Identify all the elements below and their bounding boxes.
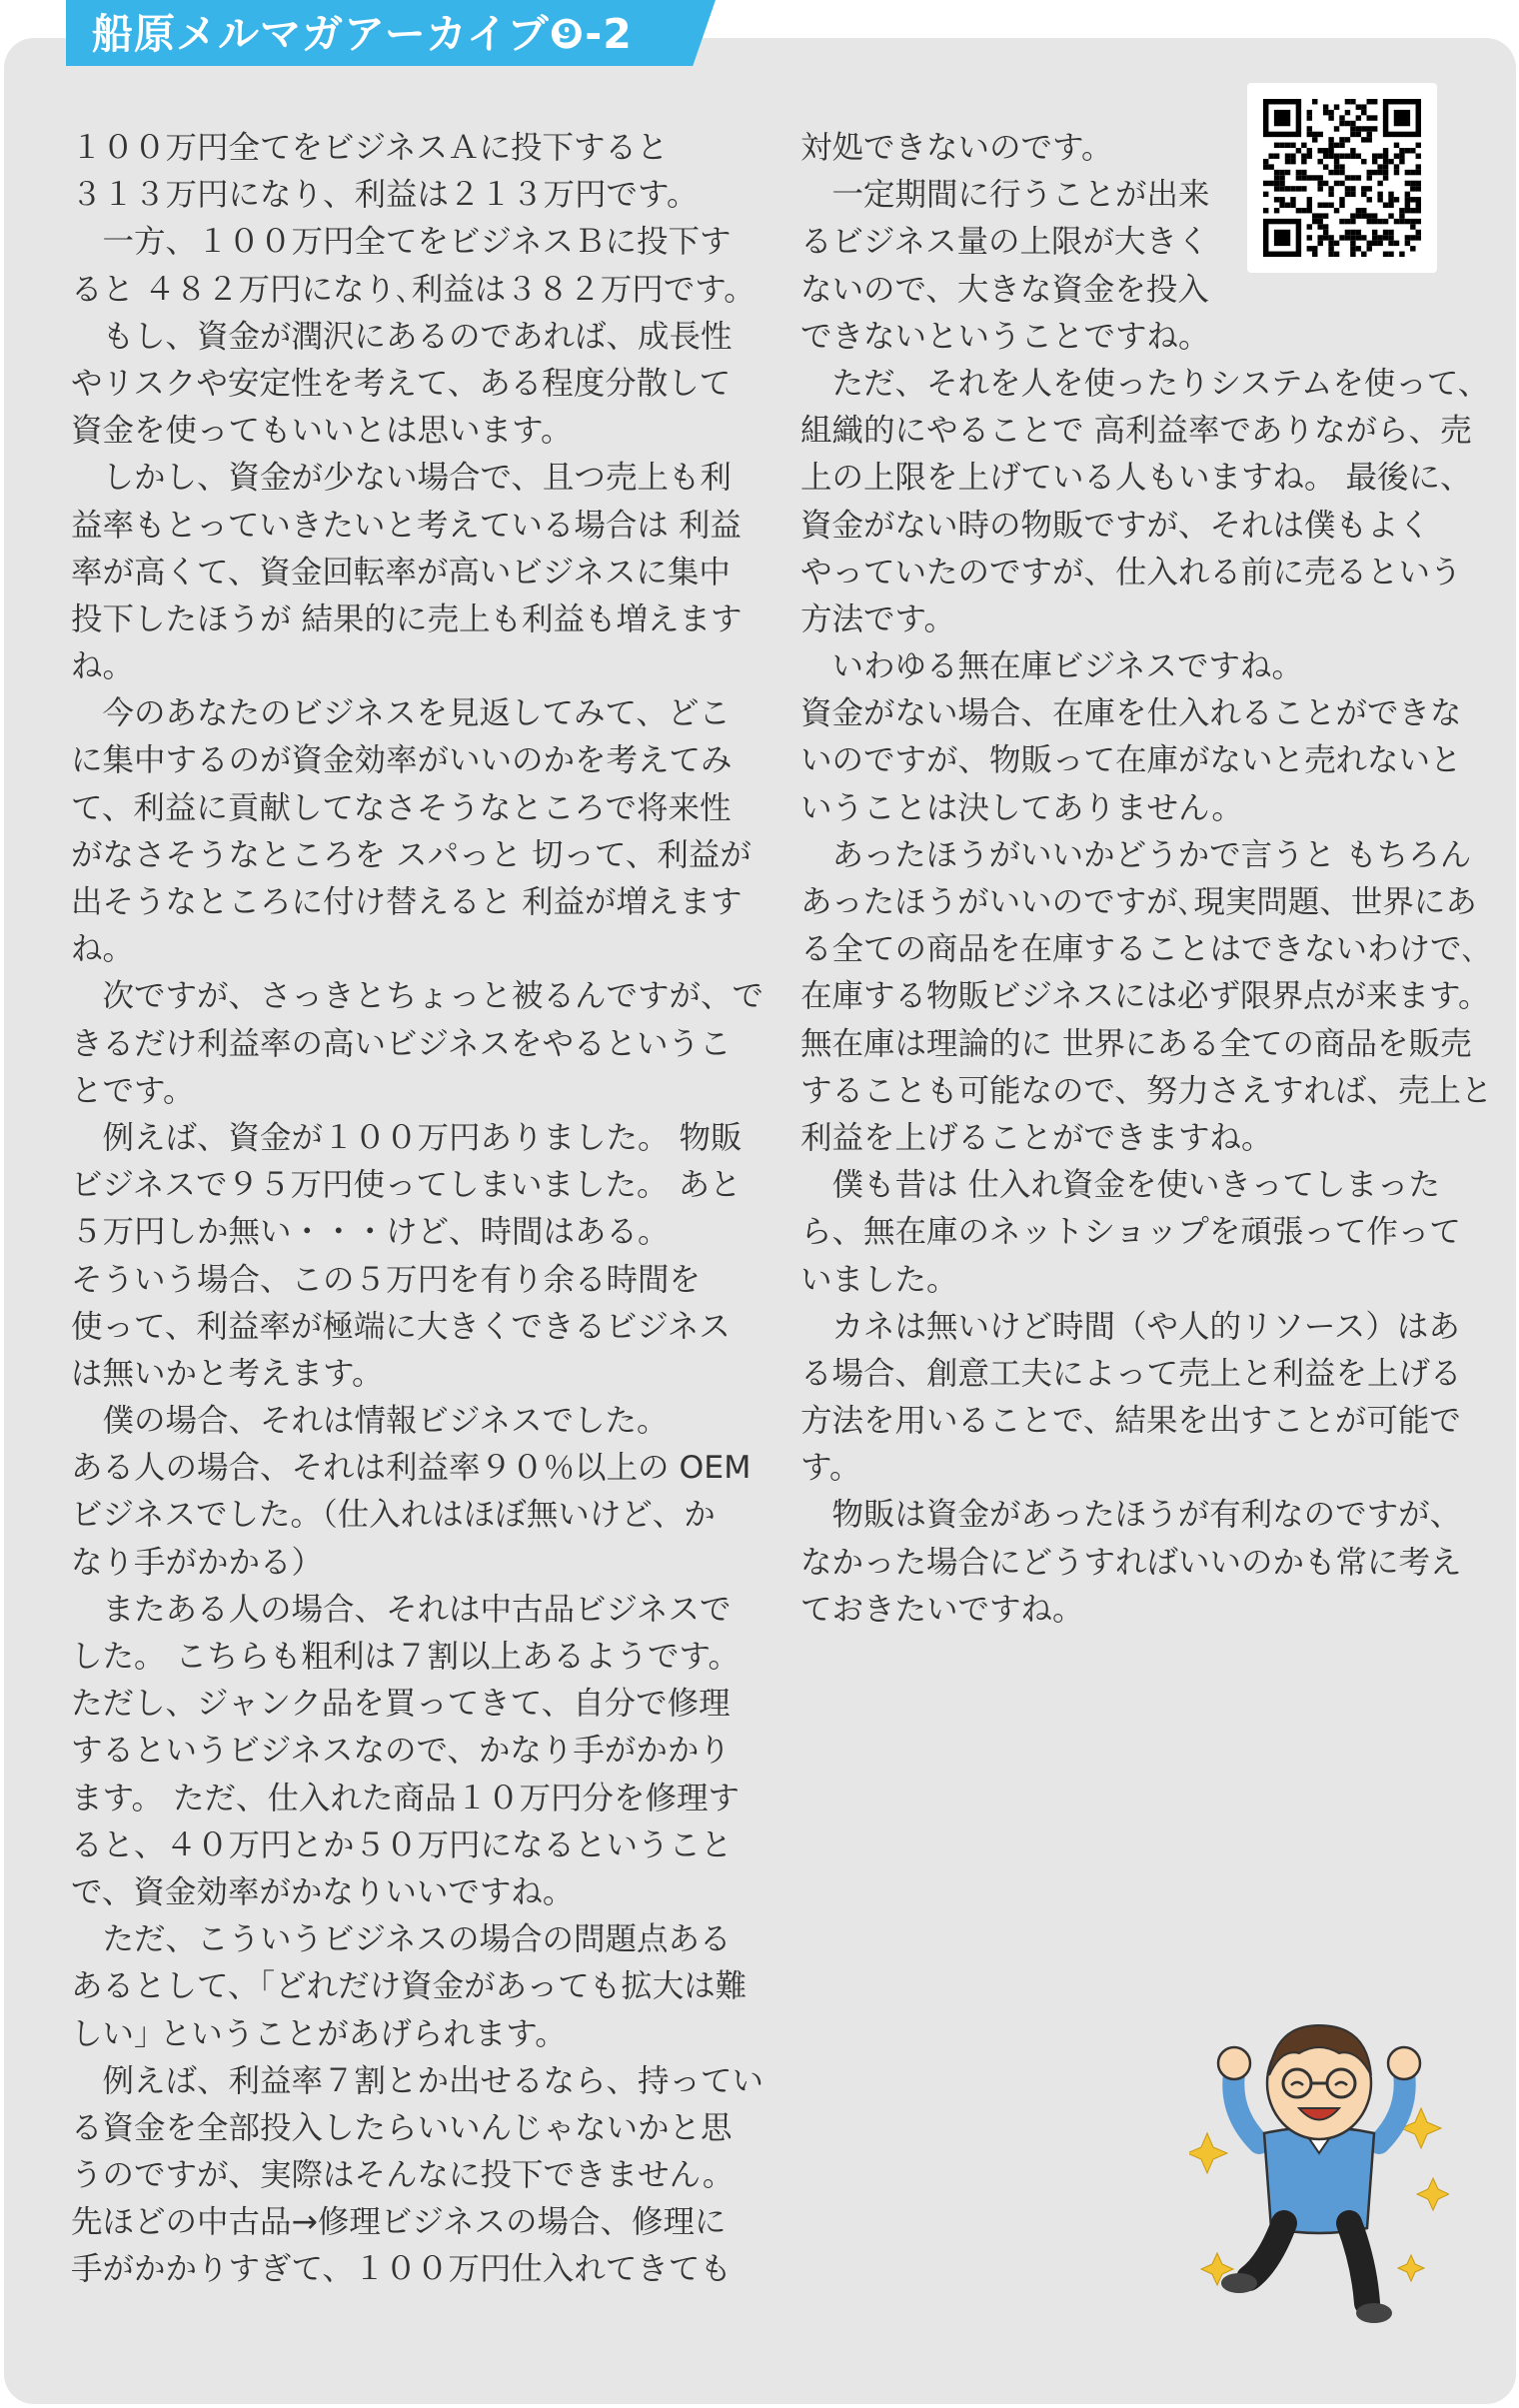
article-line: なり手がかかる） bbox=[71, 1544, 324, 1581]
article-line: やっていたのですが、仕入れる前に売るという bbox=[800, 554, 1462, 591]
qr-code bbox=[1247, 83, 1437, 273]
article-line: に集中するのが資金効率がいいのかを考えてみ bbox=[71, 742, 733, 779]
article-line: できないということですね。 bbox=[800, 318, 1210, 355]
article-line: 無在庫は理論的に 世界にある全ての商品を販売 bbox=[800, 1025, 1472, 1062]
article-line: やリスクや安定性を考えて、ある程度分散して bbox=[71, 365, 732, 402]
article-line: 例えば、資金が１００万円ありました。 物販 bbox=[71, 1119, 743, 1156]
article-line: きるだけ利益率の高いビジネスをやるというこ bbox=[71, 1025, 732, 1062]
article-line: 一定期間に行うことが出来 bbox=[800, 177, 1210, 214]
article-line: ３１３万円になり、利益は２１３万円です。 bbox=[71, 177, 699, 214]
cheering-man-icon bbox=[1189, 2003, 1449, 2337]
article-left-column bbox=[71, 125, 764, 2294]
article-line: カネは無いけど時間（や人的リソース）はあ bbox=[800, 1308, 1460, 1345]
article-right-column bbox=[800, 125, 1493, 1634]
article-line: いうことは決してありません。 bbox=[800, 789, 1243, 826]
article-line: は無いかと考えます。 bbox=[71, 1355, 384, 1392]
article-line: ね。 bbox=[71, 931, 135, 968]
article-line: ね。 bbox=[71, 648, 135, 685]
article-line: 在庫する物販ビジネスには必ず限界点が来ます。 bbox=[800, 978, 1490, 1015]
article-line: す。 bbox=[800, 1450, 861, 1487]
article-line: もし、資金が潤沢にあるのであれば、成長性 bbox=[71, 318, 733, 355]
article-line: 方法を用いることで、結果を出すことが可能で bbox=[800, 1403, 1461, 1440]
article-line: 益率もとっていきたいと考えている場合は 利益 bbox=[71, 507, 742, 544]
article-line: うのですが、実際はそんなに投下できません。 bbox=[71, 2157, 735, 2194]
article-line: ただし、ジャンク品を買ってきて、自分で修理 bbox=[71, 1686, 731, 1723]
article-line: 投下したほうが 結果的に売上も利益も増えます bbox=[71, 601, 743, 637]
article-line: した。 こちらも粗利は７割以上あるようです。 bbox=[71, 1639, 740, 1675]
article-line: ると ４８２万円になり､利益は３８２万円です。 bbox=[71, 271, 756, 308]
article-line: ただ、こういうビジネスの場合の問題点ある bbox=[71, 1921, 732, 1958]
article-line: またある人の場合、それは中古品ビジネスで bbox=[71, 1591, 732, 1628]
qr-code-icon bbox=[1263, 99, 1421, 257]
article-line: しい｣ ということがあげられます。 bbox=[71, 2015, 567, 2052]
article-line: 例えば、利益率７割とか出せるなら、持ってい bbox=[71, 2062, 764, 2099]
article-line: 率が高くて、資金回転率が高いビジネスに集中 bbox=[71, 554, 731, 591]
article-line: 方法です。 bbox=[800, 601, 955, 637]
article-line: 今のあなたのビジネスを見返してみて、どこ bbox=[71, 695, 731, 732]
article-line: 使って、利益率が極端に大きくできるビジネス bbox=[71, 1308, 731, 1345]
article-line: とです。 bbox=[71, 1072, 195, 1109]
article-line: 一方、１００万円全てをビジネスＢに投下す bbox=[71, 224, 732, 261]
article-line: で、資金効率がかなりいいですね。 bbox=[71, 1873, 575, 1910]
article-line: 次ですが、さっきとちょっと被るんですが、で bbox=[71, 978, 764, 1015]
article-line: あったほうがいいかどうかで言うと もちろん bbox=[800, 836, 1472, 873]
article-line: る場合、創意工夫によって売上と利益を上げる bbox=[800, 1355, 1462, 1392]
article-line: するというビジネスなので、かなり手がかかり bbox=[71, 1733, 731, 1770]
article-line: いました。 bbox=[800, 1261, 958, 1298]
article-line: 物販は資金があったほうが有利なのですが、 bbox=[800, 1497, 1462, 1534]
article-line: 資金を使ってもいいとは思います。 bbox=[71, 413, 573, 450]
article-line: 資金がない時の物販ですが、それは僕もよく bbox=[800, 507, 1431, 544]
article-line: 資金がない場合、在庫を仕入れることができな bbox=[800, 695, 1462, 732]
article-line: いわゆる無在庫ビジネスですね。 bbox=[800, 648, 1304, 685]
article-line: 先ほどの中古品→修理ビジネスの場合、修理に bbox=[71, 2204, 727, 2241]
article-line: ると、４０万円とか５０万円になるということ bbox=[71, 1826, 733, 1863]
article-line: るビジネス量の上限が大きく bbox=[800, 224, 1209, 261]
article-line: いのですが、物販って在庫がないと売れないと bbox=[800, 742, 1462, 779]
article-line: 上の上限を上げている人もいますね。 最後に、 bbox=[800, 460, 1472, 497]
article-line: 僕も昔は 仕入れ資金を使いきってしまった bbox=[800, 1167, 1441, 1204]
article-line: なかった場合にどうすればいいのかも常に考え bbox=[800, 1544, 1462, 1581]
article-line: ます。 ただ、仕入れた商品１０万円分を修理す bbox=[71, 1780, 740, 1816]
article-line: ある人の場合、それは利益率９０％以上の OEM bbox=[71, 1450, 752, 1487]
article-line: ただ、それを人を使ったりシステムを使って、 bbox=[800, 365, 1490, 402]
page-title: 船原メルマガアーカイブ❾-2 bbox=[92, 10, 633, 58]
article-line: あったほうがいいのですが､現実問題、世界にあ bbox=[800, 884, 1477, 920]
article-line: ないので、大きな資金を投入 bbox=[800, 271, 1209, 308]
article-line: ビジネスで９５万円使ってしまいました。 あと bbox=[71, 1167, 742, 1204]
article-line: することも可能なので、努力さえすれば、売上と bbox=[800, 1072, 1493, 1109]
article-line: １００万円全てをビジネスＡに投下すると bbox=[71, 130, 669, 166]
article-line: ておきたいですね。 bbox=[800, 1591, 1084, 1628]
article-line: 組織的にやることで 高利益率でありながら、売 bbox=[800, 413, 1472, 450]
article-line: て、利益に貢献してなさそうなところで将来性 bbox=[71, 789, 732, 826]
article-line: ら、無在庫のネットショップを頑張って作って bbox=[800, 1214, 1461, 1251]
article-line: る全ての商品を在庫することはできないわけで､ bbox=[800, 931, 1478, 968]
article-line: がなさそうなところを スパっと 切って、利益が bbox=[71, 836, 752, 873]
article-line: 利益を上げることができますね。 bbox=[800, 1119, 1273, 1156]
article-line: ５万円しか無い・・・けど、時間はある。 bbox=[71, 1214, 670, 1251]
article-line: 出そうなところに付け替えると 利益が増えます bbox=[71, 884, 743, 920]
article-line: ビジネスでした。（仕入れはほぼ無いけど、か bbox=[71, 1497, 716, 1534]
article-line: あるとして、｢どれだけ資金があっても拡大は難 bbox=[71, 1968, 748, 2005]
article-line: そういう場合、この５万円を有り余る時間を bbox=[71, 1261, 702, 1298]
article-line: る資金を全部投入したらいいんじゃないかと思 bbox=[71, 2109, 733, 2146]
article-line: しかし、資金が少ない場合で、且つ売上も利 bbox=[71, 460, 732, 497]
article-line: 手がかかりすぎて、１００万円仕入れてきても bbox=[71, 2251, 732, 2288]
article-line: 対処できないのです。 bbox=[800, 130, 1113, 166]
article-line: 僕の場合、それは情報ビジネスでした。 bbox=[71, 1403, 669, 1440]
